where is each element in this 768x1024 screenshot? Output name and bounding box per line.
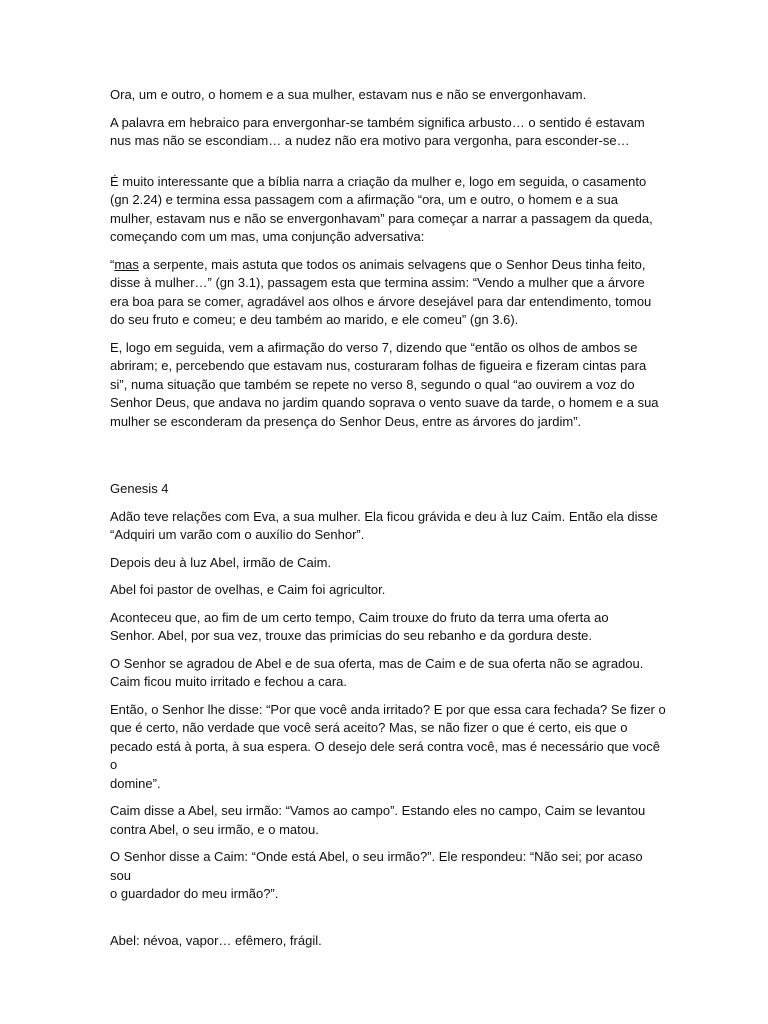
paragraph-serpent-quote — [110, 256, 666, 330]
underlined-word-mas: mas — [114, 256, 139, 272]
paragraph-creation-marriage: É muito interessante que a bíblia narra a criação da mulher e, logo em seguida, o casamento (gn 2.24) e termina essa passagem com a afirmação “ora, um e outro, o homem e a sua mulher, estavam nus e não se envergonhavam” para começar a narrar a passagem da queda, começando com um mas, uma conjunção adversativa: — [110, 173, 653, 244]
paragraph-cain-kills-abel: Caim disse a Abel, seu irmão: “Vamos ao campo”. Estando eles no campo, Caim se levantou contra Abel, o seu irmão, e o matou. — [110, 803, 646, 837]
quote-open-mark: “ — [110, 256, 115, 272]
paragraph-nudity: Ora, um e outro, o homem e a sua mulher, estavam nus e não se envergonhavam. — [110, 87, 587, 102]
paragraph-shepherd-farmer: Abel foi pastor de ovelhas, e Caim foi agricultor. — [110, 582, 386, 597]
paragraph-abel-born: Depois deu à luz Abel, irmão de Caim. — [110, 554, 332, 570]
quote-rest: a serpente, mais astuta que todos os animais selvagens que o Senhor Deus tinha feito, disse à mulher…” (gn 3.1), passagem esta que termina assim: “Vendo a mulher que a árvore era boa para se comer, agradável aos olhos e árvore desejável para dar entendimento, tomou do seu fruto e comeu; e deu também ao marido, e ele comeu” (gn 3.6). — [110, 256, 652, 327]
paragraph-adam-eve-cain: Adão teve relações com Eva, a sua mulher. Ela ficou grávida e deu à luz Caim. Então ela disse “Adquiri um varão com o auxílio do Senhor”. — [110, 508, 658, 542]
paragraph-where-is-abel: O Senhor disse a Caim: “Onde está Abel, o seu irmão?”. Ele respondeu: “Não sei; por acaso sou o guardador do meu irmão?”. — [110, 849, 643, 901]
document-page — [110, 86, 666, 959]
paragraph-hebrew-word: A palavra em hebraico para envergonhar-se também significa arbusto… o sentido é estavam nus mas não se escondiam… a nudez não era motivo para vergonha, para esconder-se… — [110, 114, 645, 148]
closing-note-abel: Abel: névoa, vapor… efêmero, frágil. — [110, 932, 322, 948]
paragraph-offerings: Aconteceu que, ao fim de um certo tempo, Caim trouxe do fruto da terra uma oferta ao Senhor. Abel, por sua vez, trouxe das primícias do seu rebanho e da gordura deste. — [110, 609, 609, 643]
spacer — [110, 160, 666, 173]
spacer — [110, 913, 666, 932]
paragraph-lord-pleased: O Senhor se agradou de Abel e de sua oferta, mas de Caim e de sua oferta não se agradou. Caim ficou muito irritado e fechou a cara. — [110, 655, 644, 689]
spacer — [110, 440, 666, 480]
section-heading-genesis-4: Genesis 4 — [110, 481, 169, 496]
paragraph-verse-7: E, logo em seguida, vem a afirmação do verso 7, dizendo que “então os olhos de ambos se abriram; e, percebendo que estavam nus, costuraram folhas de figueira e fizeram cintas para si”, numa situação que também se repete no verso 8, segundo o qual “ao ouvirem a voz do Senhor Deus, que andava no jardim quando soprava o vento suave da tarde, o homem e a sua mulher se esconderam da presença do Senhor Deus, entre as árvores do jardim”. — [110, 339, 659, 429]
paragraph-lord-speaks: Então, o Senhor lhe disse: “Por que você anda irritado? E por que essa cara fechada? Se fizer o que é certo, não verdade que você será aceito? Mas, se não fizer o que é certo, eis que o pecado está à porta, à sua espera. O desejo dele será contra você, mas é necessário que você o domine”. — [110, 701, 666, 791]
